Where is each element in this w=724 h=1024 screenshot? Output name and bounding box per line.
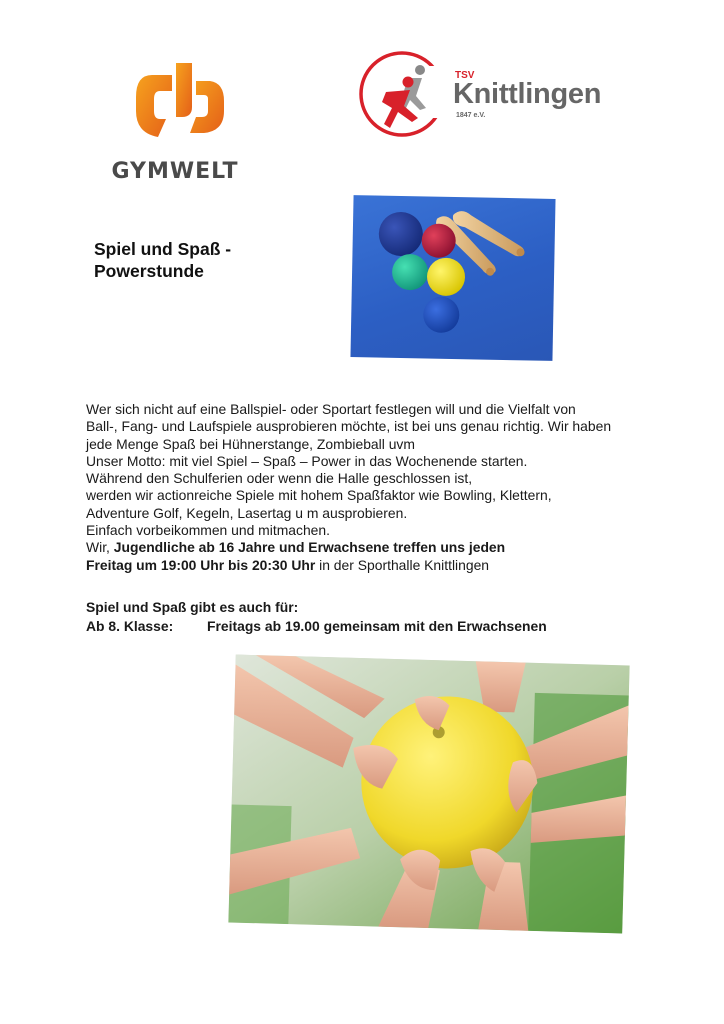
gymwelt-emblem-icon xyxy=(120,55,230,145)
body-line-5: Während den Schulferien oder wenn die Halle geschlossen ist, xyxy=(86,470,473,487)
grade-label: Ab 8. Klasse: xyxy=(86,617,174,634)
tsv-prefix: TSV xyxy=(455,70,475,81)
balls-and-clubs-photo-icon xyxy=(350,195,555,361)
body-line-8: Einfach vorbeikommen und mitmachen. xyxy=(86,522,330,539)
title-line-1: Spiel und Spaß - xyxy=(94,239,232,259)
page-title xyxy=(94,238,314,282)
tsv-runner-emblem-icon xyxy=(358,48,453,143)
balls-and-clubs-photo xyxy=(350,195,555,361)
body-line-6: werden wir actionreiche Spiele mit hohem Spaßfaktor wie Bowling, Klettern, xyxy=(86,487,552,504)
gymwelt-logo xyxy=(100,55,250,190)
body-line-7: Adventure Golf, Kegeln, Lasertag u m ausprobieren. xyxy=(86,504,408,521)
hands-on-ball-photo xyxy=(228,655,629,934)
tsv-knittlingen-logo xyxy=(358,48,628,143)
schedule-time: Freitag um 19:00 Uhr bis 20:30 Uhr xyxy=(86,556,316,573)
body-line-3: jede Menge Spaß bei Hühnerstange, Zombieball uvm xyxy=(86,435,415,452)
body-line-1: Wer sich nicht auf eine Ballspiel- oder Sportart festlegen will und die Vielfalt von xyxy=(86,401,576,417)
description-text xyxy=(86,401,686,574)
body-line-4: Unser Motto: mit viel Spiel – Spaß – Power in das Wochenende starten. xyxy=(86,452,528,469)
hands-on-ball-photo-icon xyxy=(228,655,629,934)
schedule-location: in der Sporthalle Knittlingen xyxy=(315,556,490,573)
schedule-line-1 xyxy=(86,539,686,556)
gymwelt-wordmark: GYMWELT xyxy=(111,159,239,184)
schedule-line-2 xyxy=(86,557,686,574)
grade-detail: Freitags ab 19.00 gemeinsam mit den Erwachsenen xyxy=(207,617,547,634)
title-line-2: Powerstunde xyxy=(94,261,204,281)
schedule-intro: Wir, xyxy=(86,539,114,556)
tsv-club-name: Knittlingen xyxy=(453,78,602,110)
schedule-audience: Jugendliche ab 16 Jahre und Erwachsene treffen uns jeden xyxy=(113,539,506,556)
tsv-founded: 1847 e.V. xyxy=(456,112,486,119)
body-line-2: Ball-, Fang- und Laufspiele ausprobieren möchte, ist bei uns genau richtig. Wir haben xyxy=(86,418,612,435)
also-for-section xyxy=(86,598,686,635)
also-grade-row xyxy=(86,617,686,636)
also-heading: Spiel und Spaß gibt es auch für: xyxy=(86,599,299,615)
